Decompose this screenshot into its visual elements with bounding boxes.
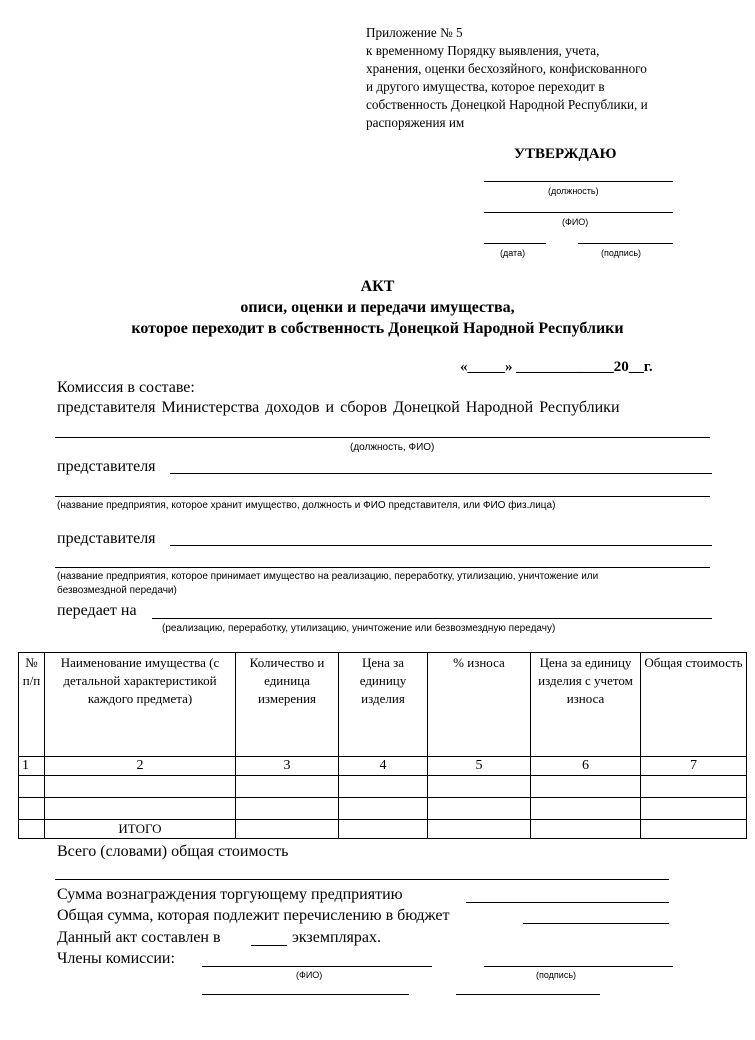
column-number: 7 [641,757,747,776]
col-header-price-with-wear: Цена за единицу изделия с учетом износа [531,653,641,757]
col-header-wear: % износа [428,653,531,757]
table-cell[interactable] [339,798,428,820]
table-header-row [19,653,747,757]
approval-heading: УТВЕРЖДАЮ [514,146,617,162]
table-cell[interactable] [339,820,428,839]
name-line[interactable] [484,212,673,213]
position-hint: (должность) [548,186,599,196]
ministry-rep-line[interactable] [55,437,710,438]
appendix-line: хранения, оценки бесхозяйного, конфискованного [366,61,647,76]
member-signature-line[interactable] [484,966,673,967]
rep1-line-2[interactable] [55,496,710,497]
rep1-hint: (название предприятия, которое хранит имущество, должность и ФИО представителя, или ФИО физ.лица) [57,500,556,511]
date-line[interactable] [484,243,546,244]
date-hint: (дата) [500,248,526,258]
act-subtitle: описи, оценки и передачи имущества, [240,299,515,316]
act-title: АКТ [360,278,395,295]
member-name-hint: (ФИО) [296,970,323,980]
member-signature-line-2[interactable] [456,994,600,995]
copies-suffix: экземплярах. [292,929,381,946]
table-cell[interactable] [236,798,339,820]
appendix-line: собственность Донецкой Народной Республики, и [366,97,648,112]
name-hint: (ФИО) [562,217,589,227]
column-number: 3 [236,757,339,776]
rep2-hint-2: безвозмездной передачи) [57,585,177,596]
table-cell[interactable] [641,798,747,820]
column-number: 2 [45,757,236,776]
appendix-note [366,24,648,132]
appendix-line: распоряжения им [366,115,465,130]
appendix-line: Приложение № 5 [366,25,463,40]
signature-line[interactable] [578,243,673,244]
ministry-rep-hint: (должность, ФИО) [350,442,435,453]
table-cell[interactable] [641,776,747,798]
table-cell[interactable] [45,776,236,798]
col-header-name: Наименование имущества (с детальной характеристикой каждого предмета) [45,653,236,757]
commission-intro: Комиссия в составе: [57,379,195,396]
table-row[interactable] [19,798,747,820]
member-signature-hint: (подпись) [536,970,577,980]
table-cell[interactable] [45,798,236,820]
rep2-line-2[interactable] [55,567,710,568]
total-words-label: Всего (словами) общая стоимость [57,843,289,860]
total-row [19,820,747,839]
col-header-total-cost: Общая стоимость [641,653,747,757]
column-number: 5 [428,757,531,776]
appendix-line: к временному Порядку выявления, учета, [366,43,600,58]
column-number-row [19,757,747,776]
member-name-line-2[interactable] [202,994,409,995]
table-cell[interactable] [531,798,641,820]
table-cell[interactable] [19,798,45,820]
total-words-line[interactable] [55,879,669,880]
table-cell[interactable] [19,776,45,798]
commission-fee-label: Сумма вознаграждения торгующему предприятию [57,886,403,903]
appendix-line: и другого имущества, которое переходит в [366,79,605,94]
rep1-label: представителя [57,458,156,475]
table-cell[interactable] [531,776,641,798]
rep2-label: представителя [57,530,156,547]
table-cell[interactable] [339,776,428,798]
table-cell[interactable] [641,820,747,839]
rep2-line[interactable] [170,545,712,546]
act-subtitle-2: которое переходит в собственность Донецкой Народной Республики [131,320,624,337]
total-label: ИТОГО [45,820,236,839]
column-number: 6 [531,757,641,776]
col-header-number: № п/п [19,653,45,757]
copies-prefix: Данный акт составлен в [57,929,221,946]
col-header-unit-price: Цена за единицу изделия [339,653,428,757]
column-number: 1 [19,757,45,776]
rep1-line[interactable] [170,473,712,474]
commission-fee-line[interactable] [466,902,669,903]
budget-sum-label: Общая сумма, которая подлежит перечислению в бюджет [57,907,450,924]
transfers-label: передает на [57,602,137,619]
table-cell[interactable] [428,798,531,820]
transfers-line[interactable] [152,618,712,619]
table-cell[interactable] [236,776,339,798]
signature-hint: (подпись) [601,248,642,258]
act-date[interactable]: «_____» _____________20__г. [460,359,653,375]
rep2-hint: (название предприятия, которое принимает имущество на реализацию, переработку, утилизацию, уничтожение или [57,571,599,582]
commission-members-label: Члены комиссии: [57,950,175,967]
position-line[interactable] [484,181,673,182]
transfers-hint: (реализацию, переработку, утилизацию, уничтожение или безвозмездную передачу) [162,623,556,634]
table-cell[interactable] [531,820,641,839]
inventory-table [18,652,747,839]
member-name-line[interactable] [202,966,432,967]
column-number: 4 [339,757,428,776]
col-header-quantity: Количество и единица измерения [236,653,339,757]
budget-sum-line[interactable] [523,923,669,924]
table-cell[interactable] [236,820,339,839]
copies-count-line[interactable] [251,945,287,946]
table-cell [19,820,45,839]
table-row[interactable] [19,776,747,798]
table-cell[interactable] [428,776,531,798]
ministry-rep: представителя Министерства доходов и сборов Донецкой Народной Республики [57,399,620,416]
table-cell[interactable] [428,820,531,839]
